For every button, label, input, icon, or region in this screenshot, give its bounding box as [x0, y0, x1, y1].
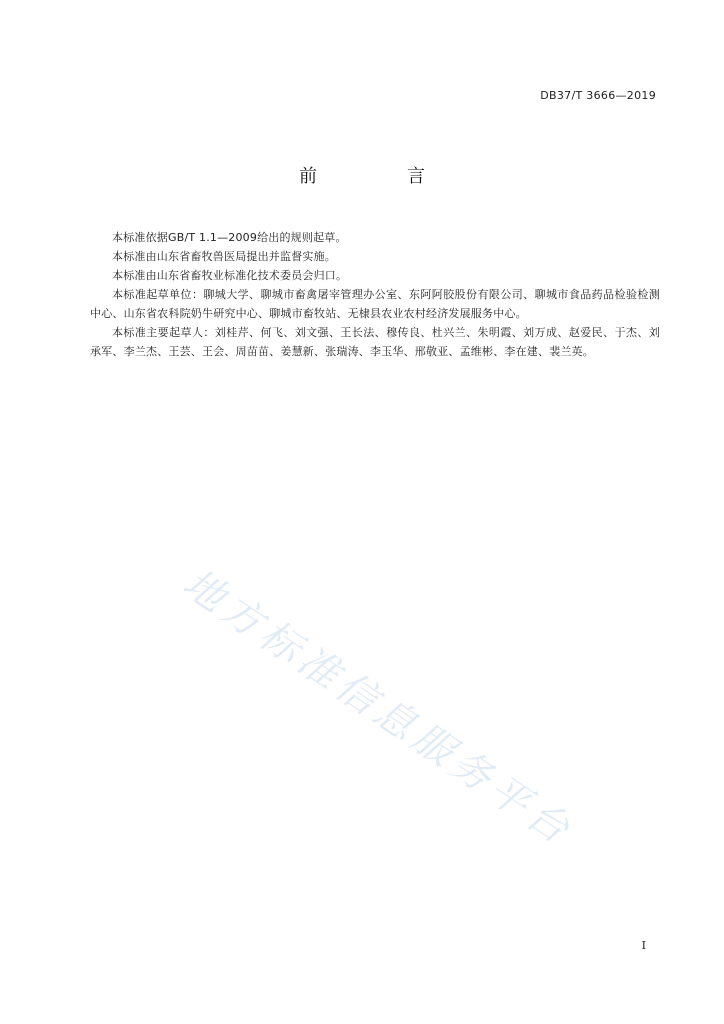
- paragraph-drafting-rules: 本标准依据GB/T 1.1—2009给出的规则起草。: [112, 231, 347, 244]
- watermark-text: 地方标准信息服务平台: [174, 560, 582, 856]
- paragraph-drafting-units: 本标准起草单位：聊城大学、聊城市畜禽屠宰管理办公室、东阿阿胶股份有限公司、聊城市食品药品检验检测中心、山东省农科院奶牛研究中心、聊城市畜牧站、无棣县农业农村经济发展服务中心。: [90, 288, 660, 320]
- page-number: I: [641, 939, 646, 952]
- paragraph-proposer: 本标准由山东省畜牧兽医局提出并监督实施。: [112, 250, 336, 263]
- page-title: 前 言: [299, 166, 461, 187]
- paragraph-main-drafters: 本标准主要起草人：刘桂芹、何飞、刘文强、王长法、穆传良、杜兴兰、朱明霞、刘万成、赵爱民、于杰、刘承军、李兰杰、王芸、王会、周苗苗、姜慧新、张瑞涛、李玉华、邢敬亚、孟维彬、李在建、裴兰英。: [90, 326, 660, 358]
- standard-code-header: DB37/T 3666—2019: [540, 89, 656, 102]
- paragraph-centralized-management: 本标准由山东省畜牧业标准化技术委员会归口。: [112, 269, 348, 282]
- foreword-body: [90, 228, 660, 361]
